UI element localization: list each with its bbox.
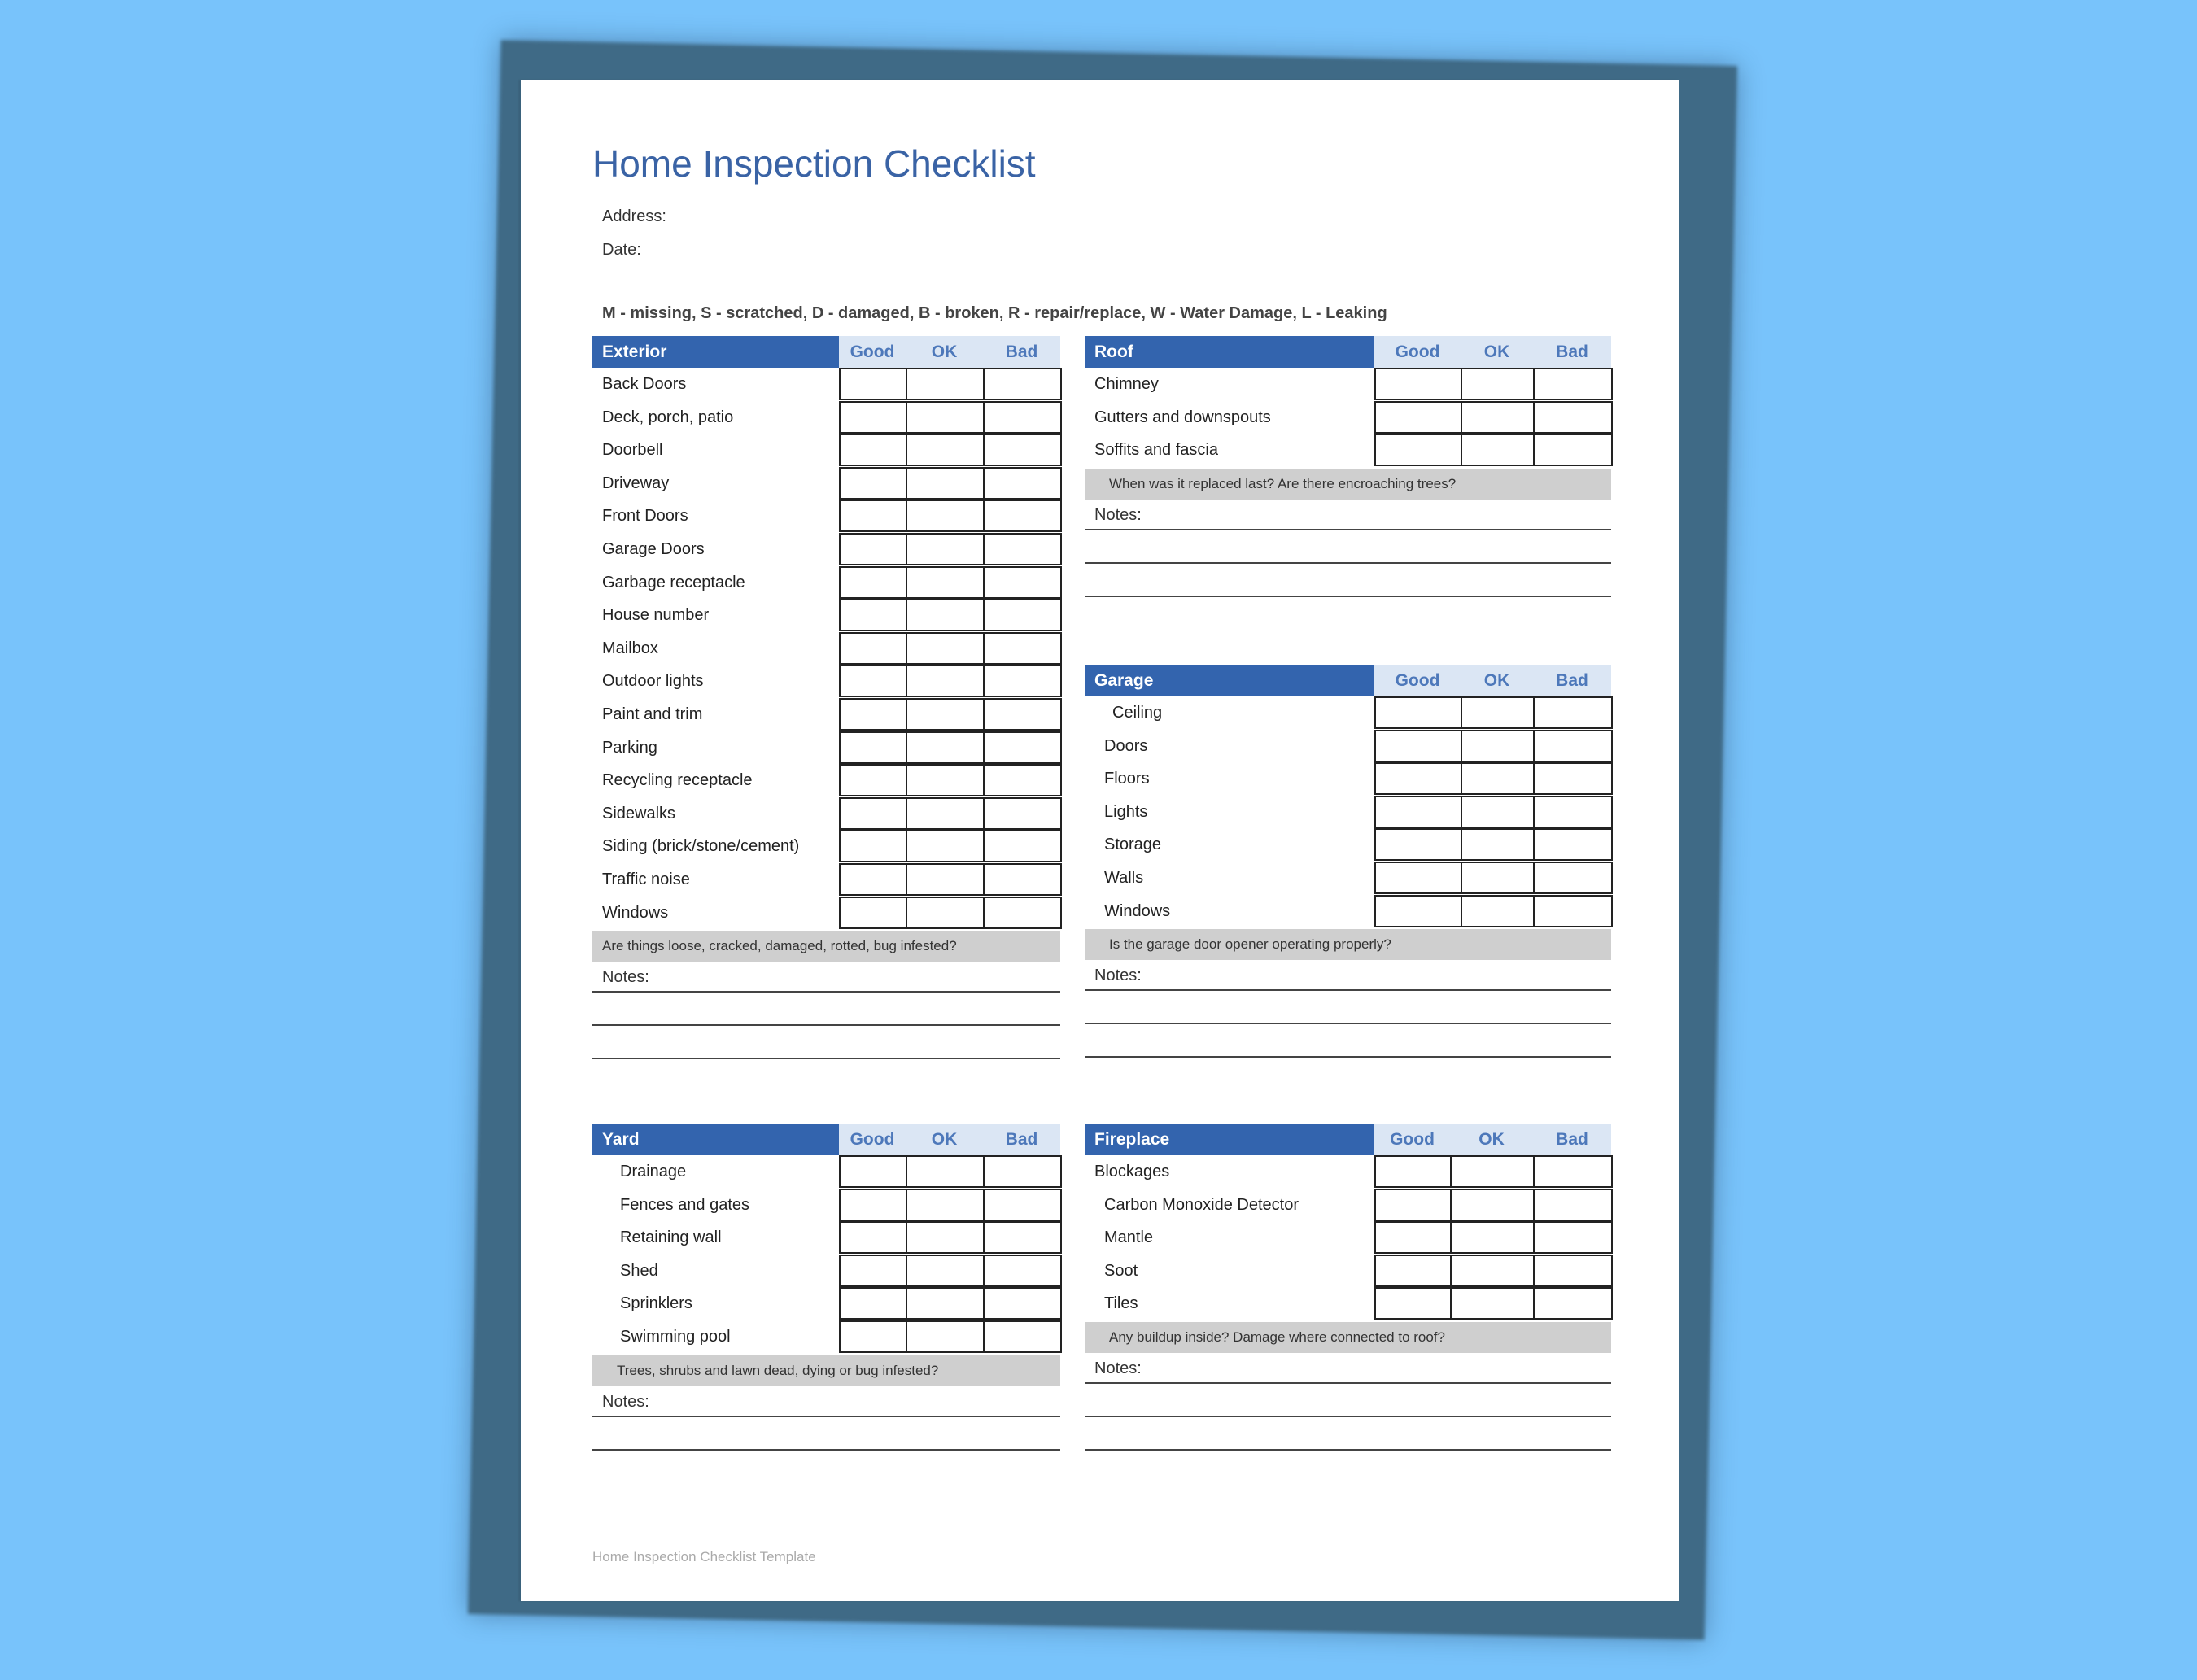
row-label: Floors [1104, 770, 1150, 788]
checklist-row [1085, 1255, 1611, 1287]
rating-cell-bad[interactable] [1533, 434, 1613, 466]
checklist-row [592, 401, 1060, 434]
row-label: Paint and trim [602, 705, 703, 723]
row-label: Back Doors [602, 375, 687, 393]
checklist-row [1085, 796, 1611, 828]
checklist-row [1085, 895, 1611, 927]
row-label: Garage Doors [602, 540, 705, 558]
rating-cell-bad[interactable] [1533, 862, 1613, 894]
notes-label: Notes: [1094, 506, 1142, 524]
rating-cell-ok[interactable] [906, 897, 985, 929]
rating-cell-bad[interactable] [1533, 1287, 1613, 1320]
notes-label: Notes: [602, 968, 649, 986]
rating-cell-good[interactable] [1374, 862, 1462, 894]
notes-line[interactable] [1085, 562, 1611, 564]
checklist-row [592, 863, 1060, 896]
notes-line[interactable] [592, 991, 1060, 993]
checklist-row [592, 1320, 1060, 1353]
notes-line[interactable] [1085, 989, 1611, 991]
page-title: Home Inspection Checklist [592, 142, 1036, 185]
rating-cell-bad[interactable] [983, 500, 1062, 532]
rating-cell-ok[interactable] [906, 1221, 985, 1254]
garage-prompt: Is the garage door opener operating properly? [1085, 929, 1611, 960]
column-header-ok: OK [1461, 336, 1533, 368]
rating-cell-ok[interactable] [906, 830, 985, 862]
exterior-prompt: Are things loose, cracked, damaged, rotted, bug infested? [592, 931, 1060, 962]
rating-cell-bad[interactable] [983, 764, 1062, 796]
exterior-header [592, 336, 1060, 368]
notes-line[interactable] [592, 1058, 1060, 1059]
checklist-row [1085, 1189, 1611, 1221]
rating-cell-good[interactable] [1374, 1287, 1452, 1320]
rating-cell-good[interactable] [839, 764, 907, 796]
row-label: Deck, porch, patio [602, 408, 734, 426]
row-label: Tiles [1104, 1294, 1138, 1312]
rating-cell-good[interactable] [1374, 434, 1462, 466]
rating-cell-ok[interactable] [906, 731, 985, 764]
rating-cell-good[interactable] [839, 401, 907, 434]
rating-cell-bad[interactable] [983, 1155, 1062, 1188]
garage-header [1085, 665, 1611, 696]
rating-cell-ok[interactable] [1461, 696, 1535, 729]
rating-cell-good[interactable] [839, 1287, 907, 1320]
rating-cell-good[interactable] [1374, 796, 1462, 828]
rating-cell-ok[interactable] [1450, 1155, 1535, 1188]
column-header-bad: Bad [1533, 665, 1611, 696]
checklist-row [592, 1221, 1060, 1254]
rating-cell-bad[interactable] [983, 566, 1062, 599]
rating-cell-bad[interactable] [1533, 1189, 1613, 1221]
rating-cell-good[interactable] [1374, 1189, 1452, 1221]
row-label: Lights [1104, 803, 1148, 821]
checklist-row [592, 764, 1060, 796]
rating-cell-bad[interactable] [983, 599, 1062, 631]
row-label: Front Doors [602, 507, 688, 525]
row-label: Mantle [1104, 1228, 1154, 1246]
checklist-row [592, 1155, 1060, 1188]
checklist-row [1085, 828, 1611, 861]
rating-cell-bad[interactable] [1533, 730, 1613, 762]
checklist-row [1085, 1287, 1611, 1320]
rating-cell-good[interactable] [1374, 1155, 1452, 1188]
row-label: Blockages [1094, 1163, 1170, 1180]
rating-cell-good[interactable] [839, 665, 907, 697]
column-header-bad: Bad [983, 1124, 1060, 1155]
rating-cell-good[interactable] [839, 632, 907, 665]
column-header-ok: OK [906, 1124, 983, 1155]
row-label: Soot [1104, 1262, 1138, 1280]
roof-header [1085, 336, 1611, 368]
rating-cell-good[interactable] [1374, 696, 1462, 729]
notes-line[interactable] [1085, 1416, 1611, 1417]
rating-cell-good[interactable] [839, 1155, 907, 1188]
checklist-row [592, 1287, 1060, 1320]
checklist-row [592, 830, 1060, 862]
rating-cell-bad[interactable] [983, 1320, 1062, 1353]
checklist-row [592, 434, 1060, 466]
notes-line[interactable] [1085, 1382, 1611, 1384]
row-label: Chimney [1094, 375, 1159, 393]
row-label: Windows [1104, 902, 1171, 920]
rating-cell-good[interactable] [839, 1320, 907, 1353]
rating-cell-ok[interactable] [906, 599, 985, 631]
rating-cell-ok[interactable] [906, 1155, 985, 1188]
row-label: Soffits and fascia [1094, 441, 1218, 459]
rating-cell-ok[interactable] [1461, 895, 1535, 927]
rating-cell-ok[interactable] [906, 1287, 985, 1320]
rating-cell-ok[interactable] [1461, 401, 1535, 434]
row-label: Mailbox [602, 639, 658, 657]
row-label: Doorbell [602, 441, 663, 459]
row-label: Fences and gates [620, 1196, 749, 1214]
rating-cell-bad[interactable] [1533, 1221, 1613, 1254]
document-page [521, 80, 1679, 1601]
notes-line[interactable] [1085, 1449, 1611, 1451]
rating-cell-ok[interactable] [906, 434, 985, 466]
rating-cell-bad[interactable] [1533, 828, 1613, 861]
rating-cell-good[interactable] [839, 434, 907, 466]
notes-label: Notes: [602, 1393, 649, 1411]
checklist-row [592, 599, 1060, 631]
roof-prompt: When was it replaced last? Are there encroaching trees? [1085, 469, 1611, 500]
rating-cell-bad[interactable] [983, 467, 1062, 500]
rating-cell-good[interactable] [839, 731, 907, 764]
rating-cell-good[interactable] [839, 599, 907, 631]
column-header-good: Good [1374, 1124, 1450, 1155]
yard-title: Yard [592, 1124, 839, 1155]
checklist-row [592, 731, 1060, 764]
rating-cell-bad[interactable] [1533, 1255, 1613, 1287]
checklist-row [1085, 730, 1611, 762]
rating-cell-bad[interactable] [1533, 696, 1613, 729]
rating-cell-ok[interactable] [906, 1255, 985, 1287]
rating-cell-ok[interactable] [906, 665, 985, 697]
rating-cell-bad[interactable] [983, 863, 1062, 896]
checklist-row [592, 368, 1060, 400]
checklist-row [592, 566, 1060, 599]
column-header-good: Good [839, 336, 906, 368]
rating-cell-bad[interactable] [983, 1189, 1062, 1221]
garage-title: Garage [1085, 665, 1374, 696]
checklist-row [592, 665, 1060, 697]
row-label: Parking [602, 739, 657, 757]
rating-cell-good[interactable] [839, 1255, 907, 1287]
rating-cell-ok[interactable] [906, 401, 985, 434]
rating-cell-bad[interactable] [983, 533, 1062, 565]
checklist-row [592, 797, 1060, 830]
yard-header [592, 1124, 1060, 1155]
checklist-row [1085, 1155, 1611, 1188]
checklist-row [592, 467, 1060, 500]
rating-cell-good[interactable] [1374, 1221, 1452, 1254]
row-label: Drainage [620, 1163, 687, 1180]
row-label: Swimming pool [620, 1328, 731, 1346]
roof-title: Roof [1085, 336, 1374, 368]
rating-cell-bad[interactable] [983, 665, 1062, 697]
column-header-bad: Bad [1533, 1124, 1611, 1155]
rating-cell-ok[interactable] [906, 632, 985, 665]
date-label: Date: [602, 241, 641, 259]
rating-cell-bad[interactable] [1533, 796, 1613, 828]
rating-cell-ok[interactable] [1461, 368, 1535, 400]
rating-cell-good[interactable] [1374, 730, 1462, 762]
column-header-good: Good [839, 1124, 906, 1155]
address-label: Address: [602, 207, 666, 225]
row-label: Driveway [602, 474, 670, 492]
row-label: Shed [620, 1262, 658, 1280]
column-header-good: Good [1374, 665, 1461, 696]
rating-cell-bad[interactable] [983, 797, 1062, 830]
checklist-row [1085, 368, 1611, 400]
column-header-good: Good [1374, 336, 1461, 368]
condition-legend: M - missing, S - scratched, D - damaged, B - broken, R - repair/replace, W - Water Damage, L - Leaking [602, 304, 1387, 322]
row-label: Retaining wall [620, 1228, 722, 1246]
rating-cell-ok[interactable] [1461, 828, 1535, 861]
rating-cell-good[interactable] [839, 863, 907, 896]
rating-cell-ok[interactable] [1450, 1189, 1535, 1221]
rating-cell-bad[interactable] [1533, 762, 1613, 795]
rating-cell-ok[interactable] [1461, 730, 1535, 762]
notes-line[interactable] [592, 1416, 1060, 1417]
rating-cell-good[interactable] [839, 500, 907, 532]
row-label: Sprinklers [620, 1294, 692, 1312]
rating-cell-good[interactable] [839, 1221, 907, 1254]
rating-cell-ok[interactable] [1461, 796, 1535, 828]
rating-cell-good[interactable] [839, 830, 907, 862]
row-label: House number [602, 606, 710, 624]
rating-cell-ok[interactable] [1461, 762, 1535, 795]
rating-cell-bad[interactable] [983, 731, 1062, 764]
exterior-title: Exterior [592, 336, 839, 368]
checklist-row [592, 500, 1060, 532]
rating-cell-good[interactable] [839, 1189, 907, 1221]
notes-label: Notes: [1094, 1359, 1142, 1377]
checklist-row [592, 533, 1060, 565]
notes-line[interactable] [1085, 1023, 1611, 1024]
fireplace-prompt: Any buildup inside? Damage where connected to roof? [1085, 1322, 1611, 1353]
rating-cell-good[interactable] [1374, 401, 1462, 434]
rating-cell-bad[interactable] [983, 434, 1062, 466]
checklist-row [1085, 762, 1611, 795]
notes-line[interactable] [592, 1024, 1060, 1026]
rating-cell-bad[interactable] [983, 1221, 1062, 1254]
rating-cell-good[interactable] [1374, 828, 1462, 861]
yard-prompt: Trees, shrubs and lawn dead, dying or bug infested? [592, 1355, 1060, 1386]
rating-cell-bad[interactable] [983, 632, 1062, 665]
column-header-bad: Bad [983, 336, 1060, 368]
fireplace-title: Fireplace [1085, 1124, 1374, 1155]
rating-cell-ok[interactable] [1450, 1255, 1535, 1287]
row-label: Walls [1104, 869, 1144, 887]
rating-cell-ok[interactable] [906, 863, 985, 896]
row-label: Outdoor lights [602, 672, 704, 690]
checklist-row [592, 632, 1060, 665]
checklist-row [592, 698, 1060, 731]
rating-cell-ok[interactable] [906, 566, 985, 599]
rating-cell-bad[interactable] [983, 830, 1062, 862]
rating-cell-ok[interactable] [906, 500, 985, 532]
rating-cell-ok[interactable] [1450, 1221, 1535, 1254]
rating-cell-ok[interactable] [906, 1320, 985, 1353]
fireplace-header [1085, 1124, 1611, 1155]
notes-label: Notes: [1094, 967, 1142, 984]
rating-cell-ok[interactable] [906, 533, 985, 565]
row-label: Traffic noise [602, 871, 690, 888]
column-header-bad: Bad [1533, 336, 1611, 368]
rating-cell-ok[interactable] [906, 1189, 985, 1221]
row-label: Recycling receptacle [602, 771, 753, 789]
rating-cell-good[interactable] [839, 368, 907, 400]
rating-cell-good[interactable] [1374, 895, 1462, 927]
rating-cell-ok[interactable] [1461, 862, 1535, 894]
rating-cell-good[interactable] [839, 566, 907, 599]
checklist-row [1085, 1221, 1611, 1254]
column-header-ok: OK [1461, 665, 1533, 696]
rating-cell-good[interactable] [839, 467, 907, 500]
rating-cell-bad[interactable] [1533, 401, 1613, 434]
notes-line[interactable] [592, 1449, 1060, 1451]
rating-cell-bad[interactable] [983, 1287, 1062, 1320]
rating-cell-good[interactable] [839, 797, 907, 830]
rating-cell-bad[interactable] [1533, 368, 1613, 400]
checklist-row [1085, 401, 1611, 434]
checklist-row [1085, 862, 1611, 894]
rating-cell-bad[interactable] [983, 698, 1062, 731]
rating-cell-ok[interactable] [1461, 434, 1535, 466]
row-label: Doors [1104, 737, 1148, 755]
rating-cell-bad[interactable] [983, 368, 1062, 400]
rating-cell-bad[interactable] [1533, 1155, 1613, 1188]
rating-cell-good[interactable] [839, 897, 907, 929]
row-label: Siding (brick/stone/cement) [602, 837, 800, 855]
row-label: Ceiling [1112, 704, 1163, 722]
row-label: Carbon Monoxide Detector [1104, 1196, 1299, 1214]
row-label: Sidewalks [602, 805, 676, 823]
notes-line[interactable] [1085, 529, 1611, 530]
rating-cell-ok[interactable] [906, 797, 985, 830]
footer-text: Home Inspection Checklist Template [592, 1549, 816, 1564]
row-label: Gutters and downspouts [1094, 408, 1271, 426]
row-label: Windows [602, 904, 669, 922]
checklist-row [1085, 434, 1611, 466]
rating-cell-good[interactable] [1374, 1255, 1452, 1287]
rating-cell-good[interactable] [1374, 368, 1462, 400]
checklist-row [592, 1255, 1060, 1287]
rating-cell-ok[interactable] [906, 467, 985, 500]
notes-line[interactable] [1085, 596, 1611, 597]
column-header-ok: OK [906, 336, 983, 368]
rating-cell-ok[interactable] [906, 698, 985, 731]
rating-cell-good[interactable] [839, 698, 907, 731]
rating-cell-good[interactable] [1374, 762, 1462, 795]
row-label: Storage [1104, 836, 1162, 853]
checklist-row [592, 1189, 1060, 1221]
checklist-row [592, 897, 1060, 929]
checklist-row [1085, 696, 1611, 729]
row-label: Garbage receptacle [602, 574, 745, 591]
rating-cell-bad[interactable] [1533, 895, 1613, 927]
rating-cell-ok[interactable] [906, 764, 985, 796]
rating-cell-ok[interactable] [1450, 1287, 1535, 1320]
rating-cell-bad[interactable] [983, 897, 1062, 929]
notes-line[interactable] [1085, 1056, 1611, 1058]
column-header-ok: OK [1450, 1124, 1533, 1155]
rating-cell-bad[interactable] [983, 401, 1062, 434]
rating-cell-ok[interactable] [906, 368, 985, 400]
rating-cell-bad[interactable] [983, 1255, 1062, 1287]
rating-cell-good[interactable] [839, 533, 907, 565]
